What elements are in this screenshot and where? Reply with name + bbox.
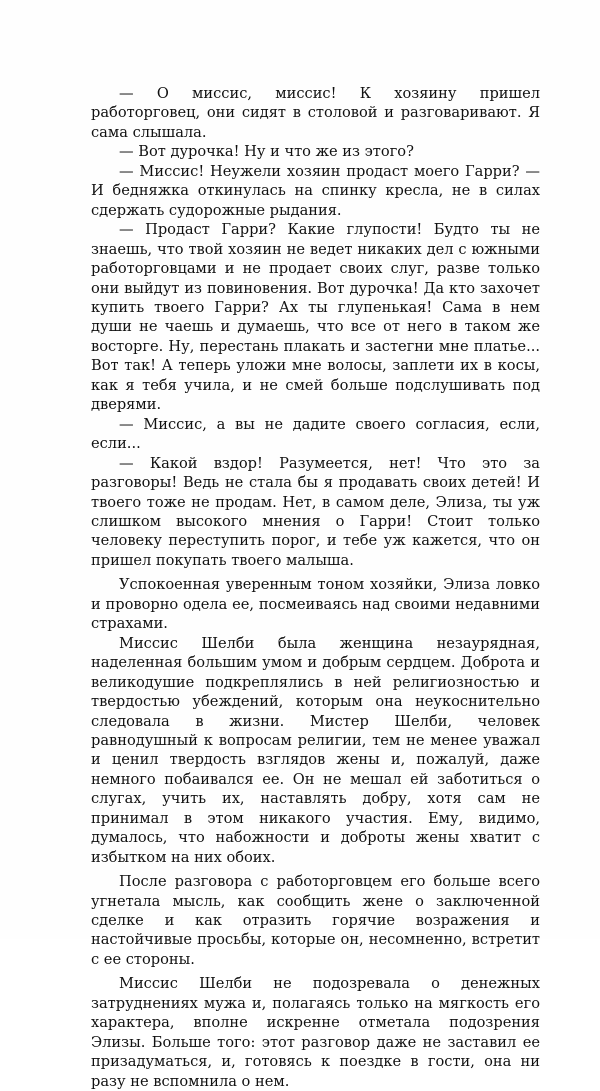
paragraph-6: — Какой вздор! Разумеется, нет! Что это за разговоры! Ведь не стала бы я продавать своих детей! И твоего тоже не продам. Нет, в самом деле, Элиза, ты уж слишком высокого мнения о Гарри! Стоит только человеку переступить порог, и тебе уж кажется, что он пришел покупать твоего малыша. xyxy=(91,454,540,569)
paragraph-2: — Вот дурочка! Ну и что же из этого? xyxy=(119,143,414,161)
paragraph-4: — Продаст Гарри? Какие глупости! Будто ты не знаешь, что твой хозяин не ведет никаких дел с южными работорговцами и не продает своих слуг, разве только они выйдут из повиновения. Вот дурочка! Да кто захочет купить твоего Гарри? Ах ты глупенькая! Сама в нем души не чаешь и думаешь, что все от него в таком же восторге. Ну, перестань плакать и застегни мне платье... Вот так! А теперь уложи мне волосы, заплети их в косы, как я тебя учила, и не смей больше подслушивать под дверями. xyxy=(91,221,540,414)
paragraph-3: — Миссис! Неужели хозяин продаст моего Гарри? — И бедняжка откинулась на спинку кресла, не в силах сдержать судорожные рыдания. xyxy=(91,162,540,219)
paragraph-10: Миссис Шелби не подозревала о денежных затруднениях мужа и, полагаясь только на мягкость его характера, вполне искренне отметала подозрения Элизы. Больше того: этот разговор даже не заставил ее призадуматься, и, готовясь к поездке в гости, она ни разу не вспомнила о нем. xyxy=(91,975,540,1090)
paragraph-8: Миссис Шелби была женщина незаурядная, наделенная большим умом и добрым сердцем. Доброта и великодушие подкреплялись в ней религиозностью и твердостью убеждений, которым она неукоснительно следовала в жизни. Мистер Шелби, человек равнодушный к вопросам религии, тем не менее уважал и ценил твердость взглядов жены и, пожалуй, даже немного побаивался ее. Он не мешал ей заботиться о слугах, учить их, наставлять добру, хотя сам не принимал в этом никакого участия. Ему, видимо, думалось, что набожности и доброты жены хватит с избытком на них обоих. xyxy=(91,634,540,866)
paragraph-9: После разговора с работорговцем его больше всего угнетала мысль, как сообщить жене о заключенной сделке и как отразить горячие возражения и настойчивые просьбы, которые он, несомненно, встретит с ее стороны. xyxy=(91,873,540,968)
page-text xyxy=(91,84,540,1091)
paragraph-5: — Миссис, а вы не дадите своего согласия, если, если... xyxy=(91,415,540,453)
paragraph-7: Успокоенная уверенным тоном хозяйки, Элиза ловко и проворно одела ее, посмеиваясь над своими недавними страхами. xyxy=(91,576,540,633)
paragraph-1: — О миссис, миссис! К хозяину пришел работорговец, они сидят в столовой и разговаривают. Я сама слышала. xyxy=(91,85,540,141)
